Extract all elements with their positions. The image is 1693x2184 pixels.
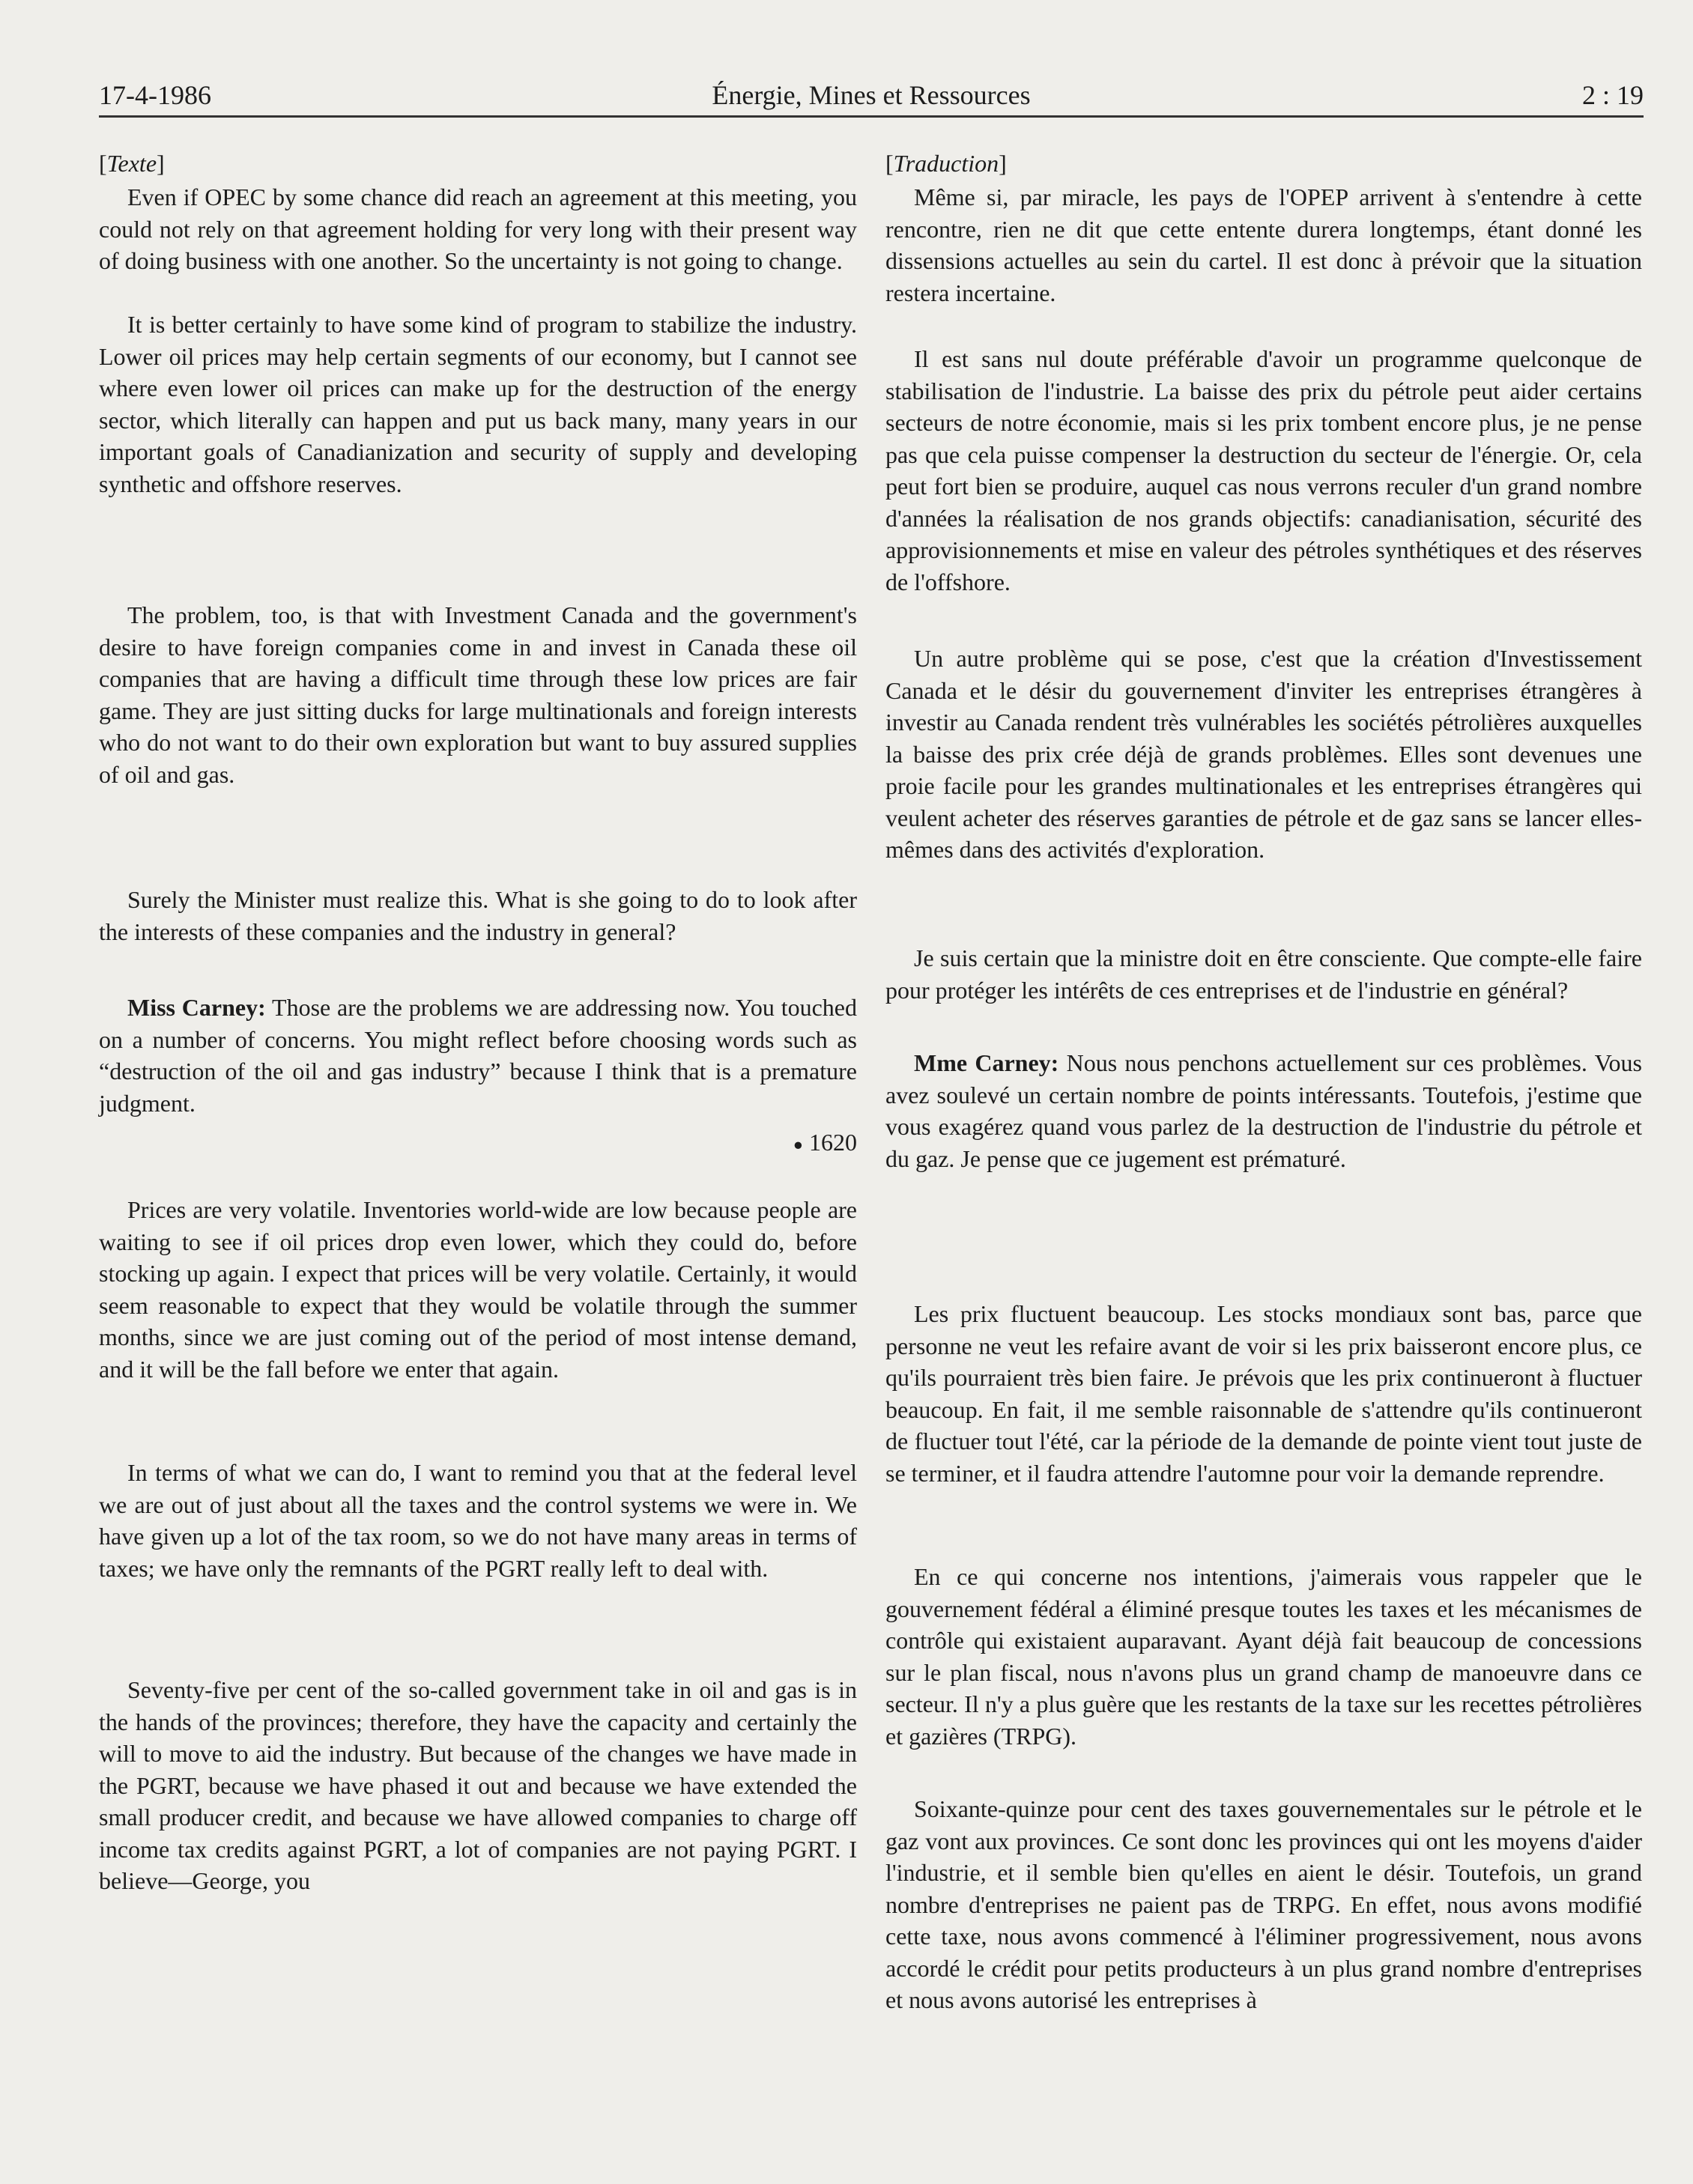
speaker-name: Mme Carney: [914,1049,1059,1076]
speaker-name: Miss Carney: [127,994,266,1021]
paragraph: En ce qui concerne nos intentions, j'aimerais vous rappeler que le gouvernement fédéral a éliminé presque toutes les taxes et les mécanismes de contrôle qui existaient auparavant. Ayant déjà fait beaucoup de concessions sur le plan fiscal, nous n'avons plus un grand champ de manoeuvre dans ce secteur. Il n'y a plus guère que les restants de la taxe sur les recettes pétrolières et gazières (TRPG). [885,1563,1642,1750]
header-date: 17-4-1986 [99,80,211,110]
english-column [99,147,857,1897]
paragraph: Même si, par miracle, les pays de l'OPEP arrivent à s'entendre à cette rencontre, rien ne dit que cette entente durera longtemps, étant donné les dissensions actuelles au sein du cartel. Il est donc à prévoir que la situation restera incertaine. [885,183,1642,306]
language-label: [Traduction] [885,150,1007,177]
paragraph: Un autre problème qui se pose, c'est que la création d'Investissement Canada et le désir du gouvernement d'inviter les entreprises étrangères à investir au Canada rendent très vulnérables les sociétés pétrolières auxquelles la baisse des prix crée déjà de grands problèmes. Elles sont devenues une proie facile pour les grandes multinationales et les entreprises étrangères qui veulent acheter des réserves garanties de pétrole et de gaz sans se lancer elles-mêmes dans des activités d'exploration. [885,645,1642,863]
speaker-paragraph: Mme Carney: Nous nous penchons actuellement sur ces problèmes. Vous avez soulevé un certain nombre de points intéressants. Toutefois, j'estime que vous exagérez quand vous parlez de la destruction de l'industrie du pétrole et du gaz. Je pense que ce jugement est prématuré. [885,1049,1643,1172]
paragraph: Je suis certain que la ministre doit en être consciente. Que compte-elle faire pour protéger les intérêts de ces entreprises et de l'industrie en général? [885,944,1642,1004]
paragraph: Soixante-quinze pour cent des taxes gouvernementales sur le pétrole et le gaz vont aux provinces. Ce sont donc les provinces qui ont les moyens d'aider l'industrie, et il semble bien qu'elles en aient le désir. Toutefois, un grand nombre d'entreprises ne paient pas de TRPG. En effet, nous avons modifié cette taxe, nous avons commencé à l'éliminer progressivement, nous avons accordé le crédit pour petits producteurs à un plus grand nombre d'entreprises et nous avons autorisé les entreprises à [885,1795,1642,2013]
paragraph: Les prix fluctuent beaucoup. Les stocks mondiaux sont bas, parce que personne ne veut les refaire avant de voir si les prix baisseront encore plus, ce qu'ils pourraient très bien faire. Je prévois que les prix continueront à fluctuer beaucoup. En fait, il me semble raisonnable de s'attendre qu'ils continueront de fluctuer tout l'été, car la période de la demande de pointe vient tout juste de se terminer, et il faudra attendre l'automne pour voir la demande reprendre. [885,1300,1642,1487]
paragraph: Il est sans nul doute préférable d'avoir un programme quelconque de stabilisation de l'industrie. La baisse des prix du pétrole peut aider certains secteurs de notre économie, mais si les prix tombent encore plus, je ne pense pas que cela puisse compenser la destruction du secteur de l'énergie. Or, cela peut fort bien se produire, auquel cas nous verrons reculer d'un grand nombre d'années la réalisation de nos grands objectifs: canadianisation, sécurité des approvisionnements et mise en valeur des pétroles synthétiques et des réserves de l'offshore. [885,345,1642,595]
page-header [99,69,1644,118]
speaker-paragraph: Miss Carney: Those are the problems we are addressing now. You touched on a number of concerns. You might reflect before choosing words such as “destruction of the oil and gas industry” because I think that is a premature judgment. [99,994,858,1117]
paragraph: Even if OPEC by some chance did reach an agreement at this meeting, you could not rely on that agreement holding for very long with their present way of doing business with one another. So the uncertainty is not going to change. [99,183,857,274]
language-label: [Texte] [99,150,165,177]
paragraph: It is better certainly to have some kind of program to stabilize the industry. Lower oil prices may help certain segments of our economy, but I cannot see where even lower oil prices can make up for the destruction of the energy sector, which literally can happen and put us back many, many years in our important goals of Canadianization and security of supply and developing synthetic and offshore reserves. [99,311,857,497]
header-page-number: 2 : 19 [1581,80,1644,110]
time-marker: ● 1620 [793,1129,857,1156]
french-column [885,147,1642,2016]
paragraph: In terms of what we can do, I want to remind you that at the federal level we are out of just about all the taxes and the control systems we were in. We have given up a lot of the tax room, so we do not have many areas in terms of taxes; we have only the remnants of the PGRT really left to deal with. [99,1459,857,1582]
paragraph: Surely the Minister must realize this. What is she going to do to look after the interests of these companies and the industry in general? [99,886,857,945]
paragraph: Seventy-five per cent of the so-called government take in oil and gas is in the hands of the provinces; therefore, they have the capacity and certainly the will to move to aid the industry. But because of the changes we have made in the PGRT, because we have phased it out and because we have extended the small producer credit, and because we have allowed companies to charge off income tax credits against PGRT, a lot of companies are not paying PGRT. I believe—George, you [99,1676,857,1894]
paragraph: Prices are very volatile. Inventories world-wide are low because people are waiting to see if oil prices drop even lower, which they could do, before stocking up again. I expect that prices will be very volatile. Certainly, it would seem reasonable to expect that they would be volatile through the summer months, since we are just coming out of the period of most intense demand, and it will be the fall before we enter that again. [99,1196,857,1383]
paragraph: The problem, too, is that with Investment Canada and the government's desire to have foreign companies come in and invest in Canada these oil companies that are having a difficult time through these low prices are fair game. They are just sitting ducks for large multinationals and foreign interests who do not want to do their own exploration but want to buy assured supplies of oil and gas. [99,601,857,788]
header-title: Énergie, Mines et Ressources [712,80,1031,110]
